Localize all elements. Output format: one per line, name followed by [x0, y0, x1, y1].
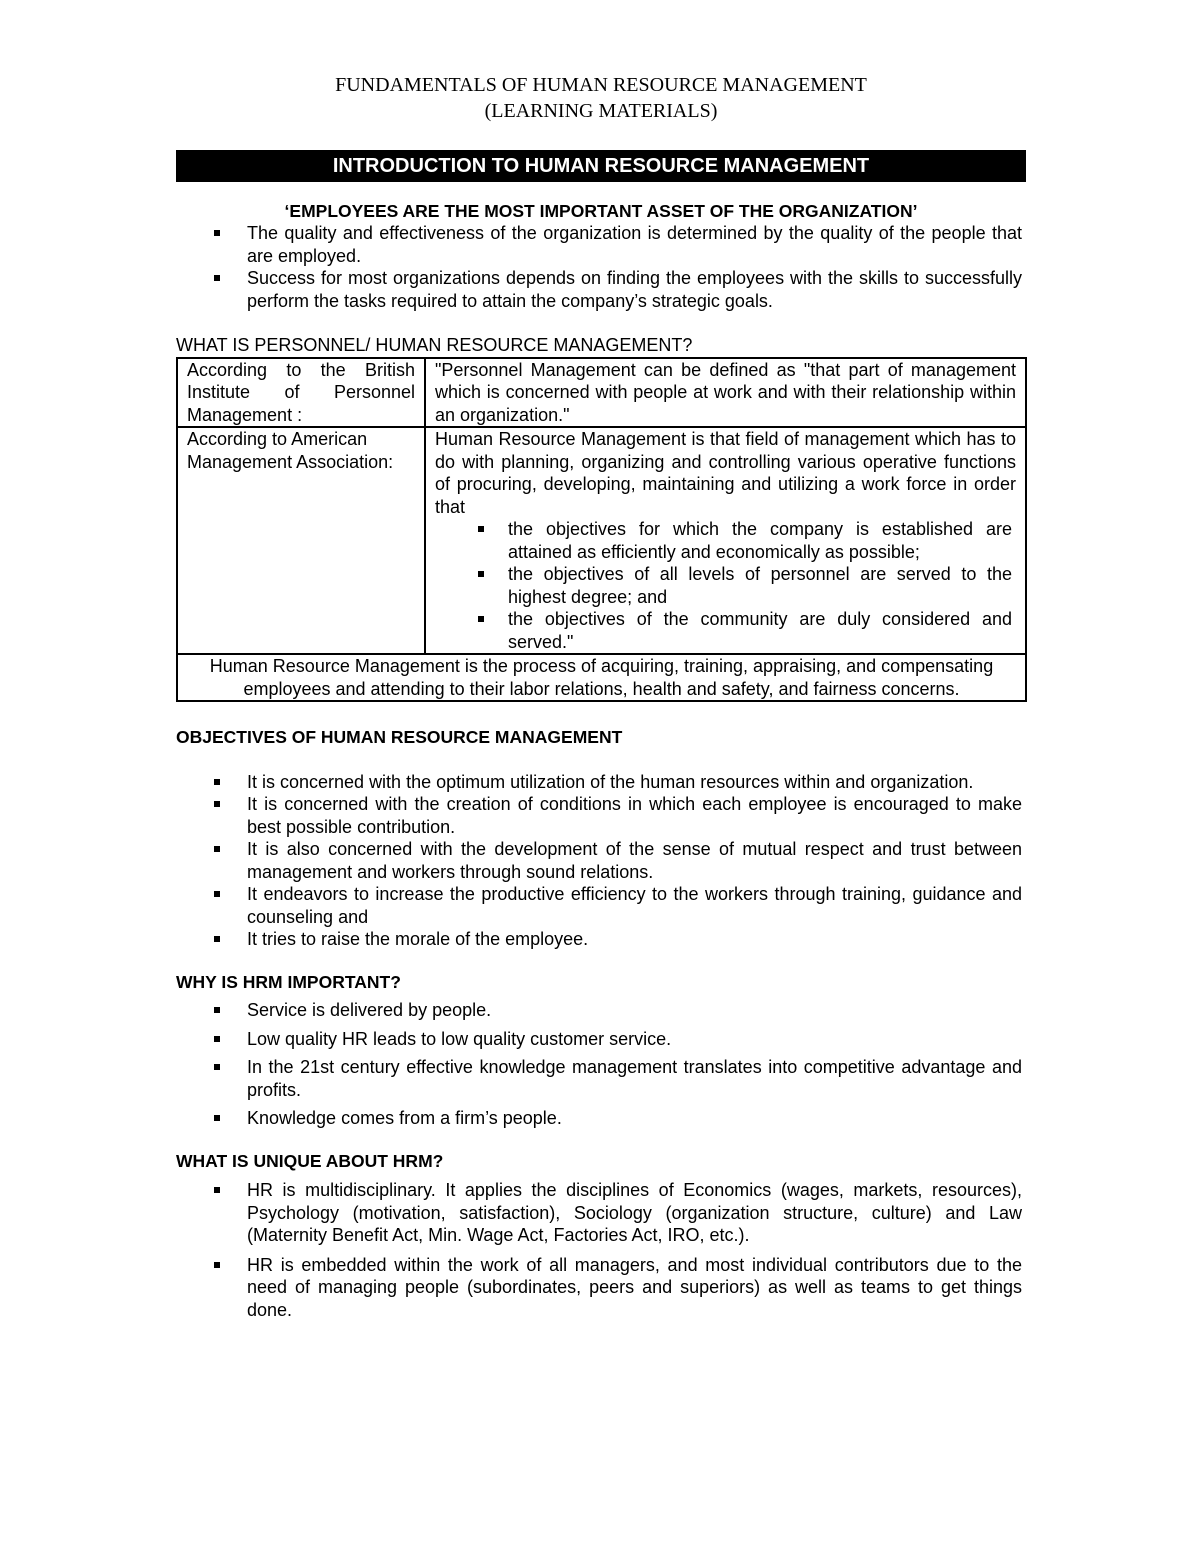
list-item: the objectives for which the company is established are attained as efficiently and economically as possible;	[426, 518, 1016, 563]
document-page	[176, 72, 1026, 1328]
list-item: Service is delivered by people.	[176, 999, 1026, 1022]
list-item: The quality and effectiveness of the organization is determined by the quality of the people that are employed.	[176, 222, 1026, 267]
document-title: FUNDAMENTALS OF HUMAN RESOURCE MANAGEMENT	[335, 74, 867, 96]
document-subtitle: (LEARNING MATERIALS)	[484, 100, 718, 122]
definition-sub-list	[426, 518, 1016, 653]
definitions-table	[176, 357, 1027, 703]
definition-cell	[425, 427, 1026, 654]
list-item: It is concerned with the creation of conditions in which each employee is encouraged to make best possible contribution.	[176, 793, 1026, 838]
unique-section	[176, 1150, 1026, 1322]
objectives-section	[176, 726, 1026, 951]
why-section	[176, 971, 1026, 1130]
list-item: HR is embedded within the work of all managers, and most individual contributors due to the need of managing people (subordinates, peers and superiors) as well as teams to get things done.	[176, 1254, 1026, 1322]
intro-bullet-list	[176, 222, 1026, 312]
definition-text: "Personnel Management can be defined as "that part of management which is concerned with people at work and with their relationship within an organization."	[425, 358, 1026, 428]
definition-source: According to the British Institute of Personnel Management :	[177, 358, 425, 428]
list-item: It is concerned with the optimum utilization of the human resources within and organization.	[176, 771, 1026, 794]
section-heading: OBJECTIVES OF HUMAN RESOURCE MANAGEMENT	[176, 727, 623, 747]
table-row	[177, 654, 1026, 701]
list-item: the objectives of all levels of personnel are served to the highest degree; and	[426, 563, 1016, 608]
definition-text: Human Resource Management is that field of management which has to do with planning, organizing and controlling various operative functions of procuring, developing, maintaining and utilizing a work force in order that	[435, 429, 1016, 517]
definition-summary: Human Resource Management is the process of acquiring, training, appraising, and compensating employees and attending to their labor relations, health and safety, and fairness concerns.	[177, 654, 1026, 701]
list-item: In the 21st century effective knowledge management translates into competitive advantage and profits.	[176, 1056, 1026, 1101]
list-item: Success for most organizations depends on finding the employees with the skills to successfully perform the tasks required to attain the company’s strategic goals.	[176, 267, 1026, 312]
list-item: Knowledge comes from a firm’s people.	[176, 1107, 1026, 1130]
unique-list	[176, 1179, 1026, 1321]
list-item: HR is multidisciplinary. It applies the disciplines of Economics (wages, markets, resources), Psychology (motivation, satisfaction), Sociology (organization structure, culture) and Law (Maternity Benefit Act, Min. Wage Act, Factories Act, IRO, etc.).	[176, 1179, 1026, 1247]
objectives-list	[176, 771, 1026, 951]
why-list	[176, 999, 1026, 1130]
list-item: Low quality HR leads to low quality customer service.	[176, 1028, 1026, 1051]
list-item: the objectives of the community are duly considered and served."	[426, 608, 1016, 653]
tagline: ‘EMPLOYEES ARE THE MOST IMPORTANT ASSET OF THE ORGANIZATION’	[284, 201, 918, 221]
definitions-question: WHAT IS PERSONNEL/ HUMAN RESOURCE MANAGEMENT?	[176, 335, 693, 355]
section-banner: INTRODUCTION TO HUMAN RESOURCE MANAGEMENT	[176, 150, 1026, 182]
section-heading: WHY IS HRM IMPORTANT?	[176, 971, 401, 992]
list-item: It endeavors to increase the productive efficiency to the workers through training, guidance and counseling and	[176, 883, 1026, 928]
table-row	[177, 427, 1026, 654]
definition-source: According to American Management Association:	[177, 427, 425, 654]
table-row	[177, 358, 1026, 428]
list-item: It is also concerned with the development of the sense of mutual respect and trust between management and workers through sound relations.	[176, 838, 1026, 883]
list-item: It tries to raise the morale of the employee.	[176, 928, 1026, 951]
section-heading: WHAT IS UNIQUE ABOUT HRM?	[176, 1150, 444, 1171]
